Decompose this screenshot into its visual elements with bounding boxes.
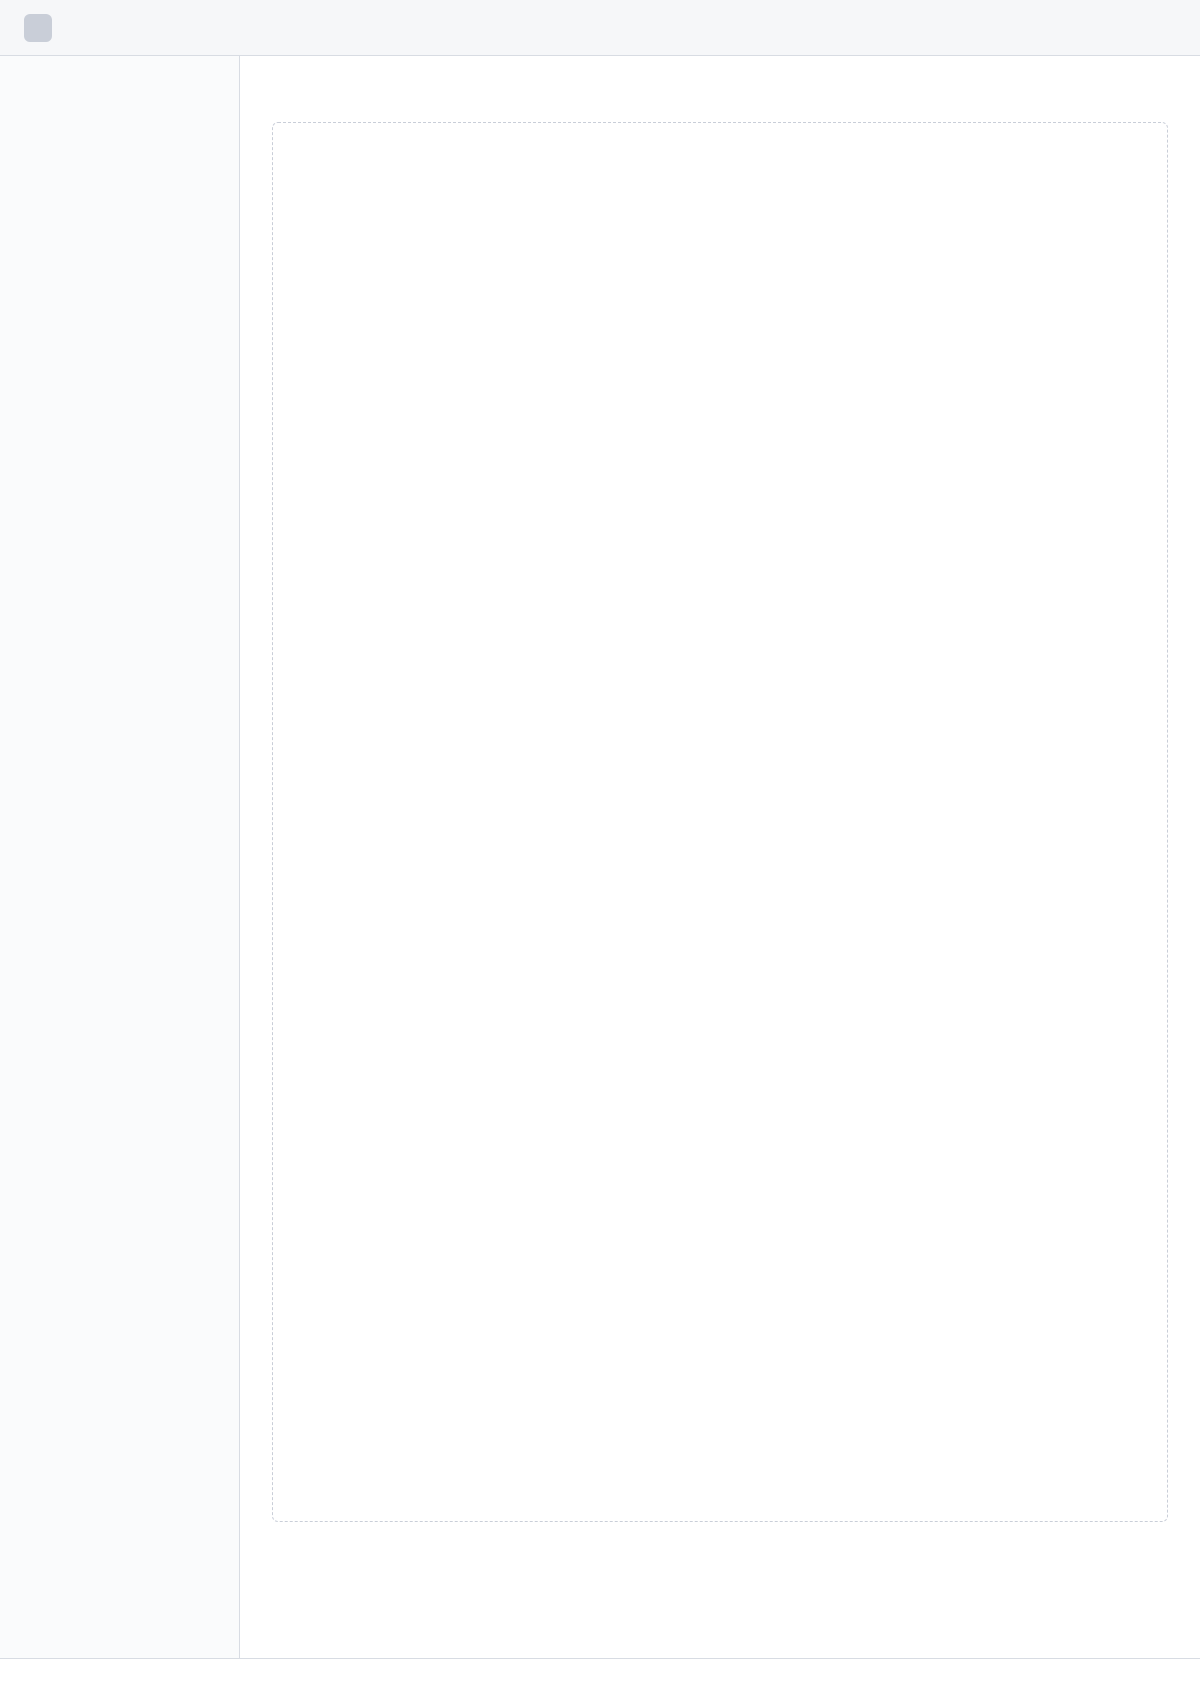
app-header [0, 0, 1200, 56]
app-footer [0, 1658, 1200, 1698]
content-area [272, 122, 1168, 1522]
page-title [272, 80, 1168, 110]
app-logo-icon [24, 14, 52, 42]
sidebar [0, 56, 240, 1658]
main-content [240, 56, 1200, 1658]
body-row [0, 56, 1200, 1658]
